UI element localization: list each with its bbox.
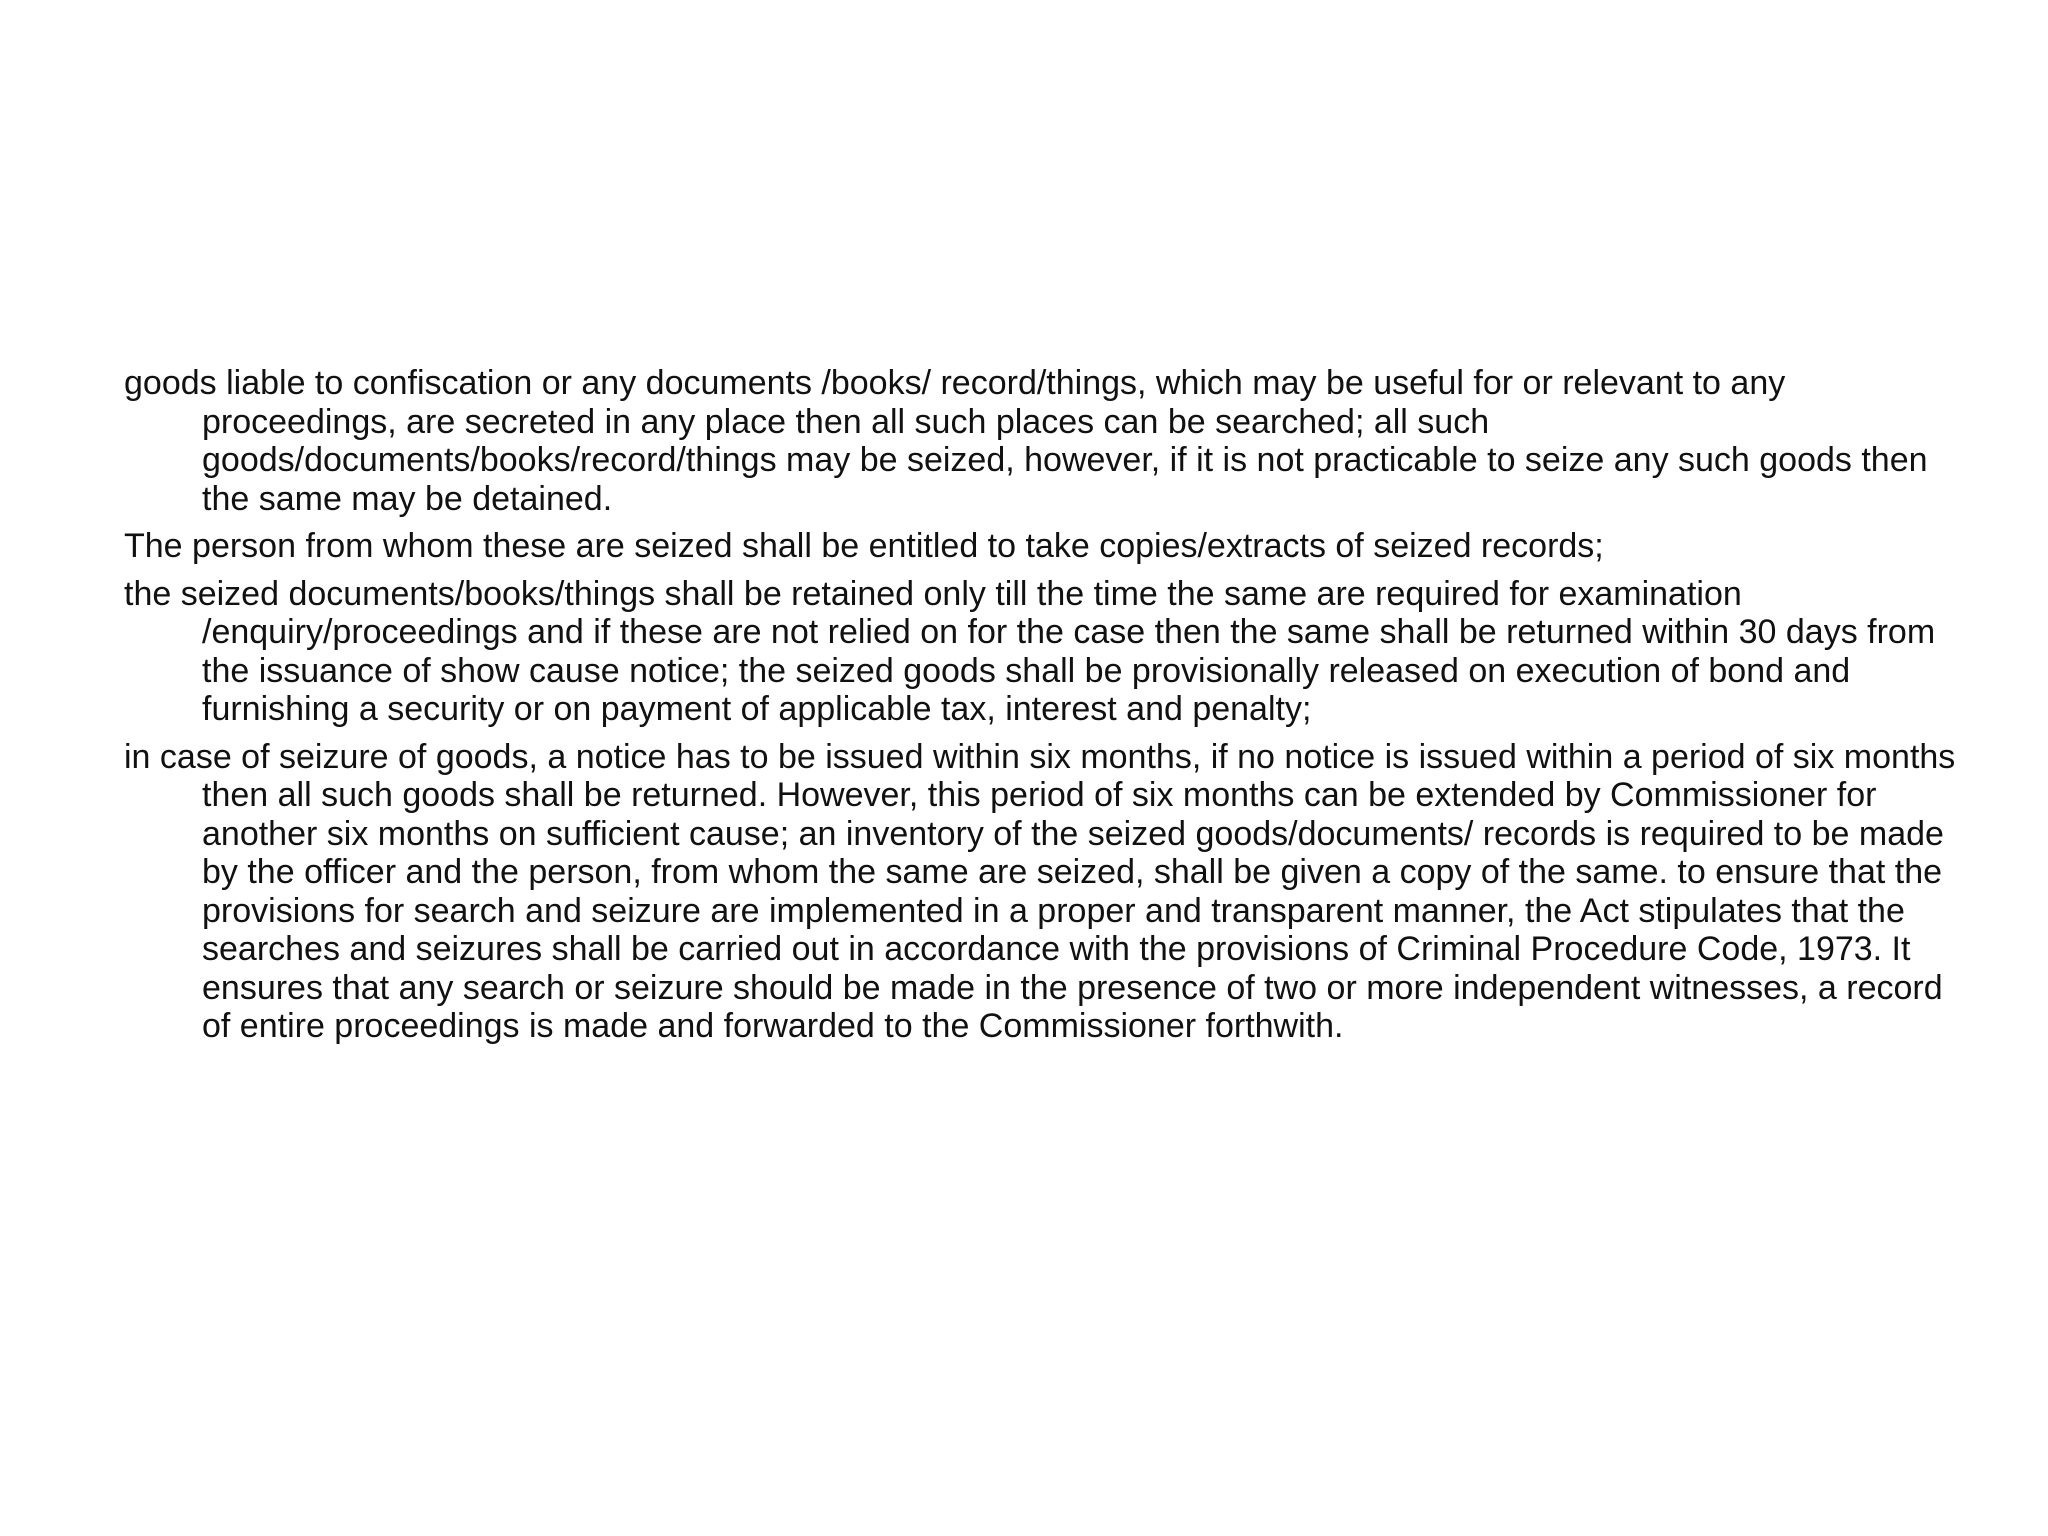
paragraph-retention-release: the seized documents/books/things shall be retained only till the time the same are required for examination /enquiry/proceedings and if these are not relied on for the case then the same shall be returned within 30 days from the issuance of show cause notice; the seized goods shall be provisionally released on execution of bond and furnishing a security or on payment of applicable tax, interest and penalty; xyxy=(124,574,1936,728)
paragraph-notice-procedure: in case of seizure of goods, a notice has to be issued within six months, if no notice is issued within a period of six months then all such goods shall be returned. However, this period of six months can be extended by Commissioner for another six months on sufficient cause; an inventory of the seized goods/documents/ records is required to be made by the officer and the person, from whom the same are seized, shall be given a copy of the same. to ensure that the provisions for search and seizure are implemented in a proper and transparent manner, the Act stipulates that the searches and seizures shall be carried out in accordance with the provisions of Criminal Procedure Code, 1973. It ensures that any search or seizure should be made in the presence of two or more independent witnesses, a record of entire proceedings is made and forwarded to the Commissioner forthwith. xyxy=(124,737,1956,1045)
slide-body xyxy=(124,364,1964,1055)
paragraph-copies-extracts: The person from whom these are seized shall be entitled to take copies/extracts of seized records; xyxy=(124,527,1604,565)
paragraph-search-places: goods liable to confiscation or any documents /books/ record/things, which may be useful for or relevant to any proceedings, are secreted in any place then all such places can be searched; all such goods/documents/books/record/things may be seized, however, if it is not practicable to seize any such goods then the same may be detained. xyxy=(124,364,1928,518)
